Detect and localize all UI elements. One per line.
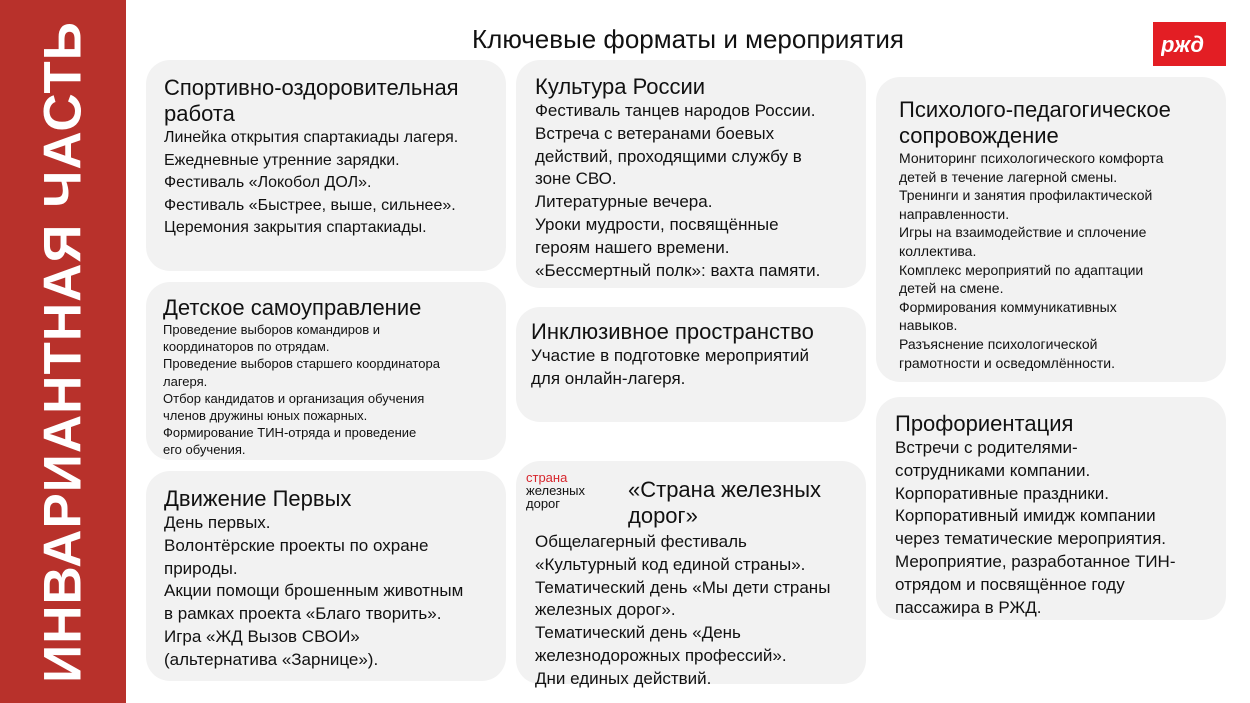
list-item: Церемония закрытия спартакиады. (164, 219, 427, 236)
card-title-line: «Страна железных (628, 477, 822, 502)
list-item: День первых. (164, 513, 271, 532)
card-title-line: Психолого-педагогическое (899, 97, 1171, 122)
list-item: Игра «ЖД Вызов СВОИ» (164, 626, 360, 646)
card-strana (516, 461, 866, 688)
list-item: Ежедневные утренние зарядки. (164, 151, 400, 169)
card-inclusive (516, 307, 866, 422)
list-item: Игры на взаимодействие и сплочение (899, 224, 1147, 241)
list-item: через тематические мероприятия. (895, 529, 1167, 549)
list-item: железнодорожных профессий». (535, 645, 787, 665)
list-item: железных дорог». (535, 600, 676, 620)
list-item: Формирование ТИН-отряда и проведение (163, 425, 417, 441)
card-title-line: сопровождение (899, 123, 1059, 148)
list-item: Разъяснение психологической (899, 335, 1098, 352)
list-item: героям нашего времени. (535, 237, 730, 257)
list-item: лагеря. (163, 373, 208, 389)
list-item: сотрудниками компании. (895, 460, 1091, 480)
list-item: пассажира в РЖД. (895, 597, 1042, 617)
list-item: Комплекс мероприятий по адаптации (899, 261, 1144, 278)
list-item: Тренинги и занятия профилактической (899, 187, 1153, 204)
card-culture (516, 60, 866, 288)
sidebar-title: ИНВАРИАНТНАЯ ЧАСТЬ (33, 21, 93, 683)
list-item: Мониторинг психологического комфорта (899, 150, 1164, 166)
strana-logo-line: железных (526, 483, 586, 498)
list-item: Тематический день «День (535, 623, 741, 643)
list-item: для онлайн-лагеря. (531, 368, 686, 388)
list-item: навыков. (899, 317, 958, 334)
list-item: Уроки мудрости, посвящённые (535, 214, 779, 234)
list-item: Дни единых действий. (535, 668, 712, 688)
card-dvizhenie-pervykh (146, 471, 506, 681)
list-item: коллектива. (899, 242, 977, 259)
list-item: Проведение выборов командиров и (163, 322, 381, 337)
page-title: Ключевые форматы и мероприятия (472, 24, 904, 54)
card-self-government-items (163, 321, 489, 459)
card-psych-title (899, 97, 1203, 149)
list-item: Отбор кандидатов и организация обучения (163, 390, 425, 406)
list-item: координаторов по отрядам. (163, 339, 330, 355)
list-item: в рамках проекта «Благо творить». (164, 604, 442, 624)
list-item: Фестиваль «Локобол ДОЛ». (164, 174, 372, 191)
list-item: Общелагерный фестиваль (535, 532, 747, 551)
list-item: Фестиваль «Быстрее, выше, сильнее». (164, 196, 456, 214)
list-item: Тематический день «Мы дети страны (535, 577, 831, 597)
list-item: зоне СВО. (535, 169, 617, 189)
list-item: Проведение выборов старшего координатора (163, 356, 440, 372)
svg-text:ржд: ржд (1161, 32, 1204, 56)
list-item: действий, проходящими службу в (535, 146, 802, 166)
list-item: членов дружины юных пожарных. (163, 408, 368, 424)
rzd-logo-icon (1153, 22, 1226, 66)
card-dvizhenie-pervykh-items (164, 512, 488, 672)
card-psych (876, 77, 1226, 382)
card-proforientation-title: Профориентация (895, 411, 1074, 436)
list-item: детей на смене. (899, 280, 1004, 297)
card-inclusive-items (531, 345, 851, 391)
card-proforientation-items (895, 437, 1207, 619)
card-title-line: работа (164, 101, 235, 126)
card-title-line: дорог» (628, 503, 698, 528)
rzd-logo-mark-icon (1161, 32, 1218, 56)
card-title-line: Спортивно-оздоровительная (164, 75, 459, 100)
list-item: (альтернатива «Зарнице»). (164, 649, 379, 669)
list-item: Литературные вечера. (535, 192, 713, 212)
list-item: Акции помощи брошенным животным (164, 581, 464, 601)
list-item: Формирования коммуникативных (899, 298, 1117, 315)
sidebar (0, 0, 126, 703)
card-culture-title: Культура России (535, 74, 706, 99)
list-item: «Культурный код единой страны». (535, 554, 806, 574)
list-item: его обучения. (163, 442, 246, 458)
strana-logo (526, 471, 585, 510)
list-item: Встречи с родителями- (895, 438, 1078, 457)
list-item: отрядом и посвящённое году (895, 574, 1125, 594)
card-culture-items (535, 100, 847, 282)
card-self-government (146, 282, 506, 460)
card-strana-items (535, 531, 847, 691)
card-sport-title (164, 75, 488, 127)
list-item: Волонтёрские проекты по охране (164, 535, 429, 555)
list-item: Линейка открытия спартакиады лагеря. (164, 129, 459, 146)
list-item: Фестиваль танцев народов России. (535, 101, 816, 120)
list-item: детей в течение лагерной смены. (899, 168, 1118, 185)
card-psych-items (899, 149, 1203, 372)
card-sport (146, 60, 506, 271)
list-item: Встреча с ветеранами боевых (535, 123, 775, 143)
list-item: «Бессмертный полк»: вахта памяти. (535, 260, 821, 280)
card-proforientation (876, 397, 1226, 620)
card-dvizhenie-pervykh-title: Движение Первых (164, 486, 352, 511)
list-item: Корпоративный имидж компании (895, 506, 1156, 526)
card-sport-items (164, 127, 488, 240)
list-item: Участие в подготовке мероприятий (531, 346, 810, 365)
list-item: направленности. (899, 205, 1010, 222)
list-item: грамотности и осведомлённости. (899, 354, 1115, 371)
card-inclusive-title: Инклюзивное пространство (531, 319, 814, 344)
strana-logo-line: страна (526, 470, 568, 485)
strana-logo-line: дорог (526, 496, 561, 511)
card-strana-title (628, 477, 847, 529)
list-item: природы. (164, 558, 238, 578)
card-self-government-title: Детское самоуправление (163, 295, 422, 320)
list-item: Мероприятие, разработанное ТИН- (895, 551, 1176, 571)
list-item: Корпоративные праздники. (895, 483, 1109, 503)
